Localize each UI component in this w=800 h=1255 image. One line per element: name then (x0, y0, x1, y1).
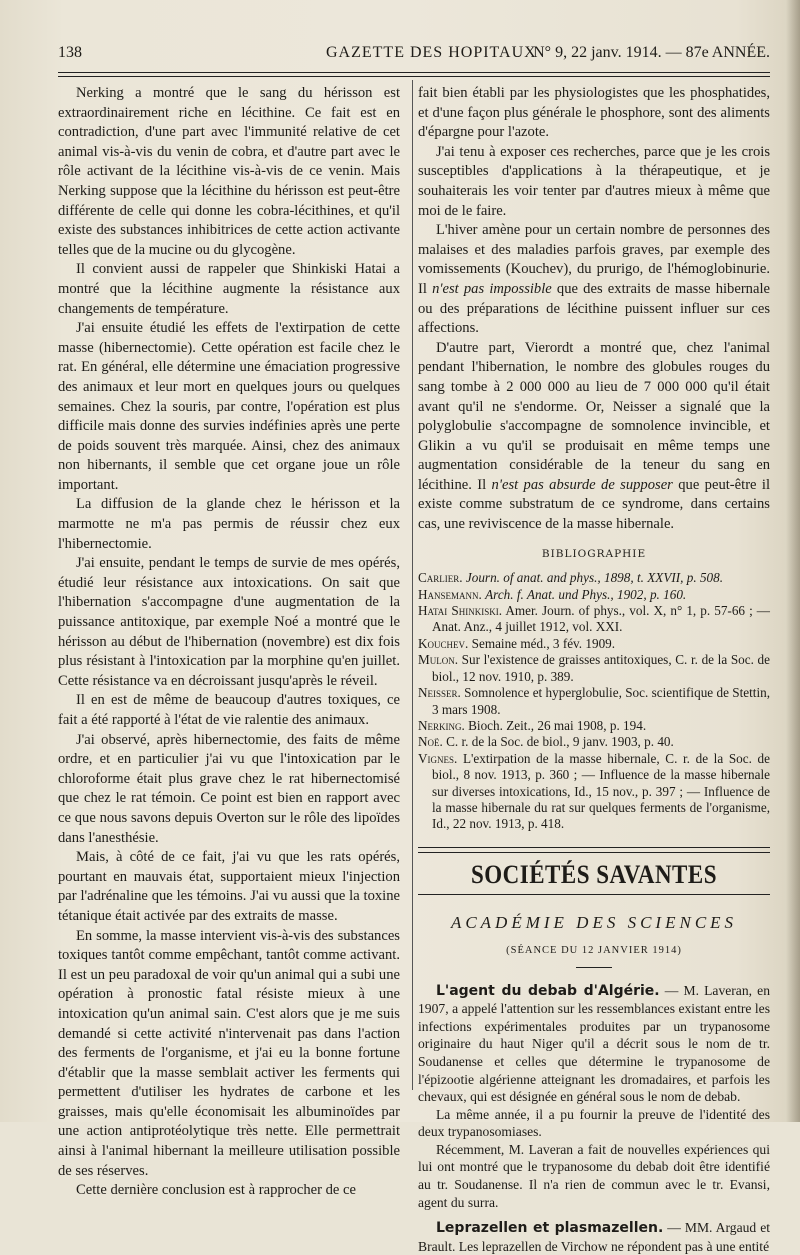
section-double-rule (418, 847, 770, 853)
ref-text: Somnolence et hyperglobulie, Soc. scientifique de Stettin, 3 mars 1908. (432, 685, 770, 717)
left-paragraph: J'ai ensuite, pendant le temps de survie de mes opérés, étudié leur résistance aux intoxications. On sait que l'hibernation s'accompagne d'une augmentation de la puissance antitoxique, par exemple Noé a montré que le hérisson au début de l'hibernation (novembre) est dix fois plus résistant à l'intoxication par la morphine qu'en juillet. Cette résistance va en décroissant jusqu'après le réveil. (58, 555, 400, 689)
emphasis-text: n'est pas impossible (432, 280, 552, 297)
bibliography-entry (418, 652, 770, 685)
ref-text: C. r. de la Soc. de biol., 9 janv. 1903, p. 40. (446, 734, 674, 750)
section-rule (418, 894, 770, 895)
page-number: 138 (58, 44, 82, 61)
right-paragraph: J'ai tenu à exposer ces recherches, parce que je les crois susceptibles d'applications à la thérapeutique, et je souhaiterais les voir tenter par d'autres mieux à même que moi de le faire. (418, 143, 770, 219)
left-column (58, 84, 400, 1201)
bibliography-entry (418, 751, 770, 833)
left-paragraph: La diffusion de la glande chez le hérisson et la marmotte ne m'a pas permis de réussir chez eux l'hibernectomie. (58, 496, 400, 552)
header-rule-secondary (58, 76, 770, 77)
bibliography-title: BIBLIOGRAPHIE (541, 547, 647, 560)
ref-author: Carlier. (418, 570, 463, 586)
bibliography-entry (418, 734, 770, 750)
left-paragraph: J'ai observé, après hibernectomie, des faits de même ordre, et en particulier j'ai vu que l'intoxication par le chloroforme était plus grave chez le rat hibernectomisé que chez le rat témoin. Ce point est bien en rapport avec ce que nous savons depuis Overton sur le rôle des lipoïdes dans l'anesthésie. (58, 731, 400, 846)
ref-author: Kouchev. (418, 635, 469, 651)
academy-report (418, 982, 770, 1255)
text-run: — M. Laveran, en 1907, a appelé l'attention sur les ressemblances existant entre les infections expérimentales produites par un trypanosome originaire du haut Niger qu'il a décrit sous le nom de tr. Soudanense et celles que détermine le trypanosome de l'épizootie algérienne atteignant les dromadaires, et parfois les chevaux, qui est désignée en général sous le nom de debab. (418, 982, 770, 1105)
ref-text: Amer. Journ. of phys., vol. X, n° 1, p. 57-66 ; — Anat. Anz., 4 juillet 1912, vol. XXI. (432, 603, 770, 635)
left-paragraph: J'ai ensuite étudié les effets de l'extirpation de cette masse (hibernectomie). Cette opération est facile chez le rat. En général, elle détermine une émaciation progressive des animaux et leur mort en quelques jours ou quelques semaines. Chez la souris, par contre, l'opération est plus difficile mais donne des survies indéfinies après une perte de poids souvent très marquée. Ainsi, chez des animaux non hibernants, il semble que cet organe joue un rôle important. (58, 320, 400, 493)
ref-text: Sur l'existence de graisses antitoxiques, C. r. de la Soc. de biol., 12 nov. 1910, p. 389. (432, 652, 770, 684)
column-separator (412, 80, 413, 1090)
report-paragraph (418, 982, 770, 1106)
ref-text: Semaine méd., 3 fév. 1909. (471, 635, 616, 651)
ref-author: Mulon. (418, 652, 459, 668)
issue-info: N° 9, 22 janv. 1914. — 87e ANNÉE. (533, 44, 770, 61)
text-run: D'autre part, Vierordt a montré que, chez l'animal pendant l'hibernation, le nombre des globules rouges du sang tombe à 2 000 000 au lieu de 7 000 000 qu'il était avant qu'il ne s'endorme. Or, Neisser a signalé que la polyglobulie s'accompagne de somnolence invincible, et Glikin a vu qu'il se produisait en même temps une augmentation considérable de la teneur du sang en lécithine. Il (418, 339, 770, 493)
header-rule (58, 72, 770, 73)
ref-text: L'extirpation de la masse hibernale, C. r. de la Soc. de biol., 8 nov. 1913, p. 360 ; — Influence de la masse hibernale sur diverses intoxications, Id., 15 nov., p. 397 ; — Influence de la masse hibernale du rat sur quelques ferments de l'organisme, Id., 22 nov. 1913, p. 418. (432, 750, 770, 832)
academy-heading: ACADÉMIE DES SCIENCES (450, 913, 738, 933)
session-date: (SÉANCE DU 12 JANVIER 1914) (506, 944, 682, 956)
journal-title: GAZETTE DES HOPITAUX (326, 44, 537, 61)
right-paragraph (418, 339, 770, 535)
report-paragraph: Récemment, M. Laveran a fait de nouvelles expériences qui lui ont montré que le trypanosome du debab doit être identifié au tr. Soudanense. Il n'a rien de commun avec le tr. Evansi, agent du surra. (418, 1141, 770, 1210)
text-run: que des extraits de masse hibernale ou des préparations de lécithine puissent influer sur ces affections. (418, 280, 770, 337)
left-paragraph: Mais, à côté de ce fait, j'ai vu que les rats opérés, pourtant en mauvais état, supportaient mieux l'injection par l'adrénaline que les témoins. J'ai vu aussi que la toxine tétanique était activée par des extraits de masse. (58, 849, 400, 924)
right-paragraph (418, 221, 770, 339)
left-paragraph: Cette dernière conclusion est à rapprocher de ce (76, 1182, 356, 1199)
item-headline: Leprazellen et plasmazellen. (436, 1220, 664, 1237)
text-run: L'hiver amène pour un certain nombre de personnes des malaises et des maladies parfois graves, par exemple des vomissements (Kouchev), du prurigo, de l'hémoglobinurie. Il (418, 222, 770, 297)
ref-author: Noë. (418, 734, 443, 750)
bibliography-entry (418, 718, 770, 734)
left-paragraph: Nerking a montré que le sang du hérisson est extraordinairement riche en lécithine. Ce fait est en contradiction, d'une part avec l'immunité relative de cet animal vis-à-vis du venin de cobra, et d'autre part avec le rôle activant de la lécithine vis-à-vis de ce venin. Mais Nerking suppose que la lécithine du hérisson est peut-être différente de celle qui donne les cobra-lécithines, et qu'il existe des substances inhibitrices de cette action activante telles que de la mucine ou du glycogène. (58, 85, 400, 258)
text-run: que peut-être il existe comme substratum de ce syndrome, dans certains cas, une reviviscence de la masse hibernale. (418, 476, 771, 533)
ref-author: Hansemann. (418, 586, 482, 602)
right-paragraph: fait bien établi par les physiologistes que les phosphatides, et d'une façon plus générale le phosphore, sont des aliments d'épargne pour l'azote. (418, 85, 770, 141)
bibliography-entry (418, 636, 770, 652)
ref-text: Arch. f. Anat. und Phys., 1902, p. 160. (485, 586, 687, 602)
left-paragraph: En somme, la masse intervient vis-à-vis des substances toxiques tantôt comme empêchant, tantôt comme activant. Il est un peu paradoxal de voir qu'un animal qui a subi une opération à pronostic fatal résiste mieux à une intoxication qu'un animal sain. C'est alors que je me suis demandé si cette activité n'intervenait pas dans l'action des ferments de l'organisme, et j'ai eu la bonne fortune d'établir que la masse semblait activer les ferments qui permettent d'utiliser les hydrates de carbone et les graisses, mais qu'elle économisait les albuminoïdes par une action antiprotéolytique très nette. Elle permettrait ainsi à l'animal hibernant la meilleure utilisation possible de ses réserves. (58, 927, 400, 1179)
emphasis-text: n'est pas absurde de supposer (491, 476, 673, 493)
short-divider (576, 967, 612, 968)
left-paragraph: Il en est de même de beaucoup d'autres toxiques, ce fait a été rapporté à l'état de vie ralentie des animaux. (58, 692, 400, 728)
ref-author: Hatai Shinkiski. (418, 603, 502, 619)
ref-author: Nerking. (418, 717, 465, 733)
page-header (58, 40, 770, 64)
right-column (418, 84, 770, 1255)
ref-text: Journ. of anat. and phys., 1898, t. XXVII, p. 508. (465, 570, 724, 586)
item-headline: L'agent du debab d'Algérie. (436, 982, 660, 999)
bibliography-list (418, 570, 770, 833)
ref-text: Bioch. Zeit., 26 mai 1908, p. 194. (468, 717, 647, 733)
left-paragraph: Il convient aussi de rappeler que Shinkiski Hatai a montré que la lécithine augmente la résistance aux changements de température. (58, 261, 400, 317)
ref-author: Neisser. (418, 685, 461, 701)
bibliography-entry (418, 603, 770, 636)
bibliography-entry (418, 570, 770, 586)
report-paragraph (418, 1219, 770, 1255)
bibliography-entry (418, 587, 770, 603)
report-paragraph: La même année, il a pu fournir la preuve de l'identité des deux trypanosomiases. (418, 1106, 770, 1140)
text-run: — MM. Argaud et Brault. Les leprazellen de Virchow ne répondent pas à une entité (418, 1220, 770, 1254)
ref-author: Vignes. (418, 750, 458, 766)
bibliography-entry (418, 685, 770, 718)
scan-edge-shadow (786, 0, 800, 1122)
section-title: SOCIÉTÉS SAVANTES (470, 859, 718, 889)
